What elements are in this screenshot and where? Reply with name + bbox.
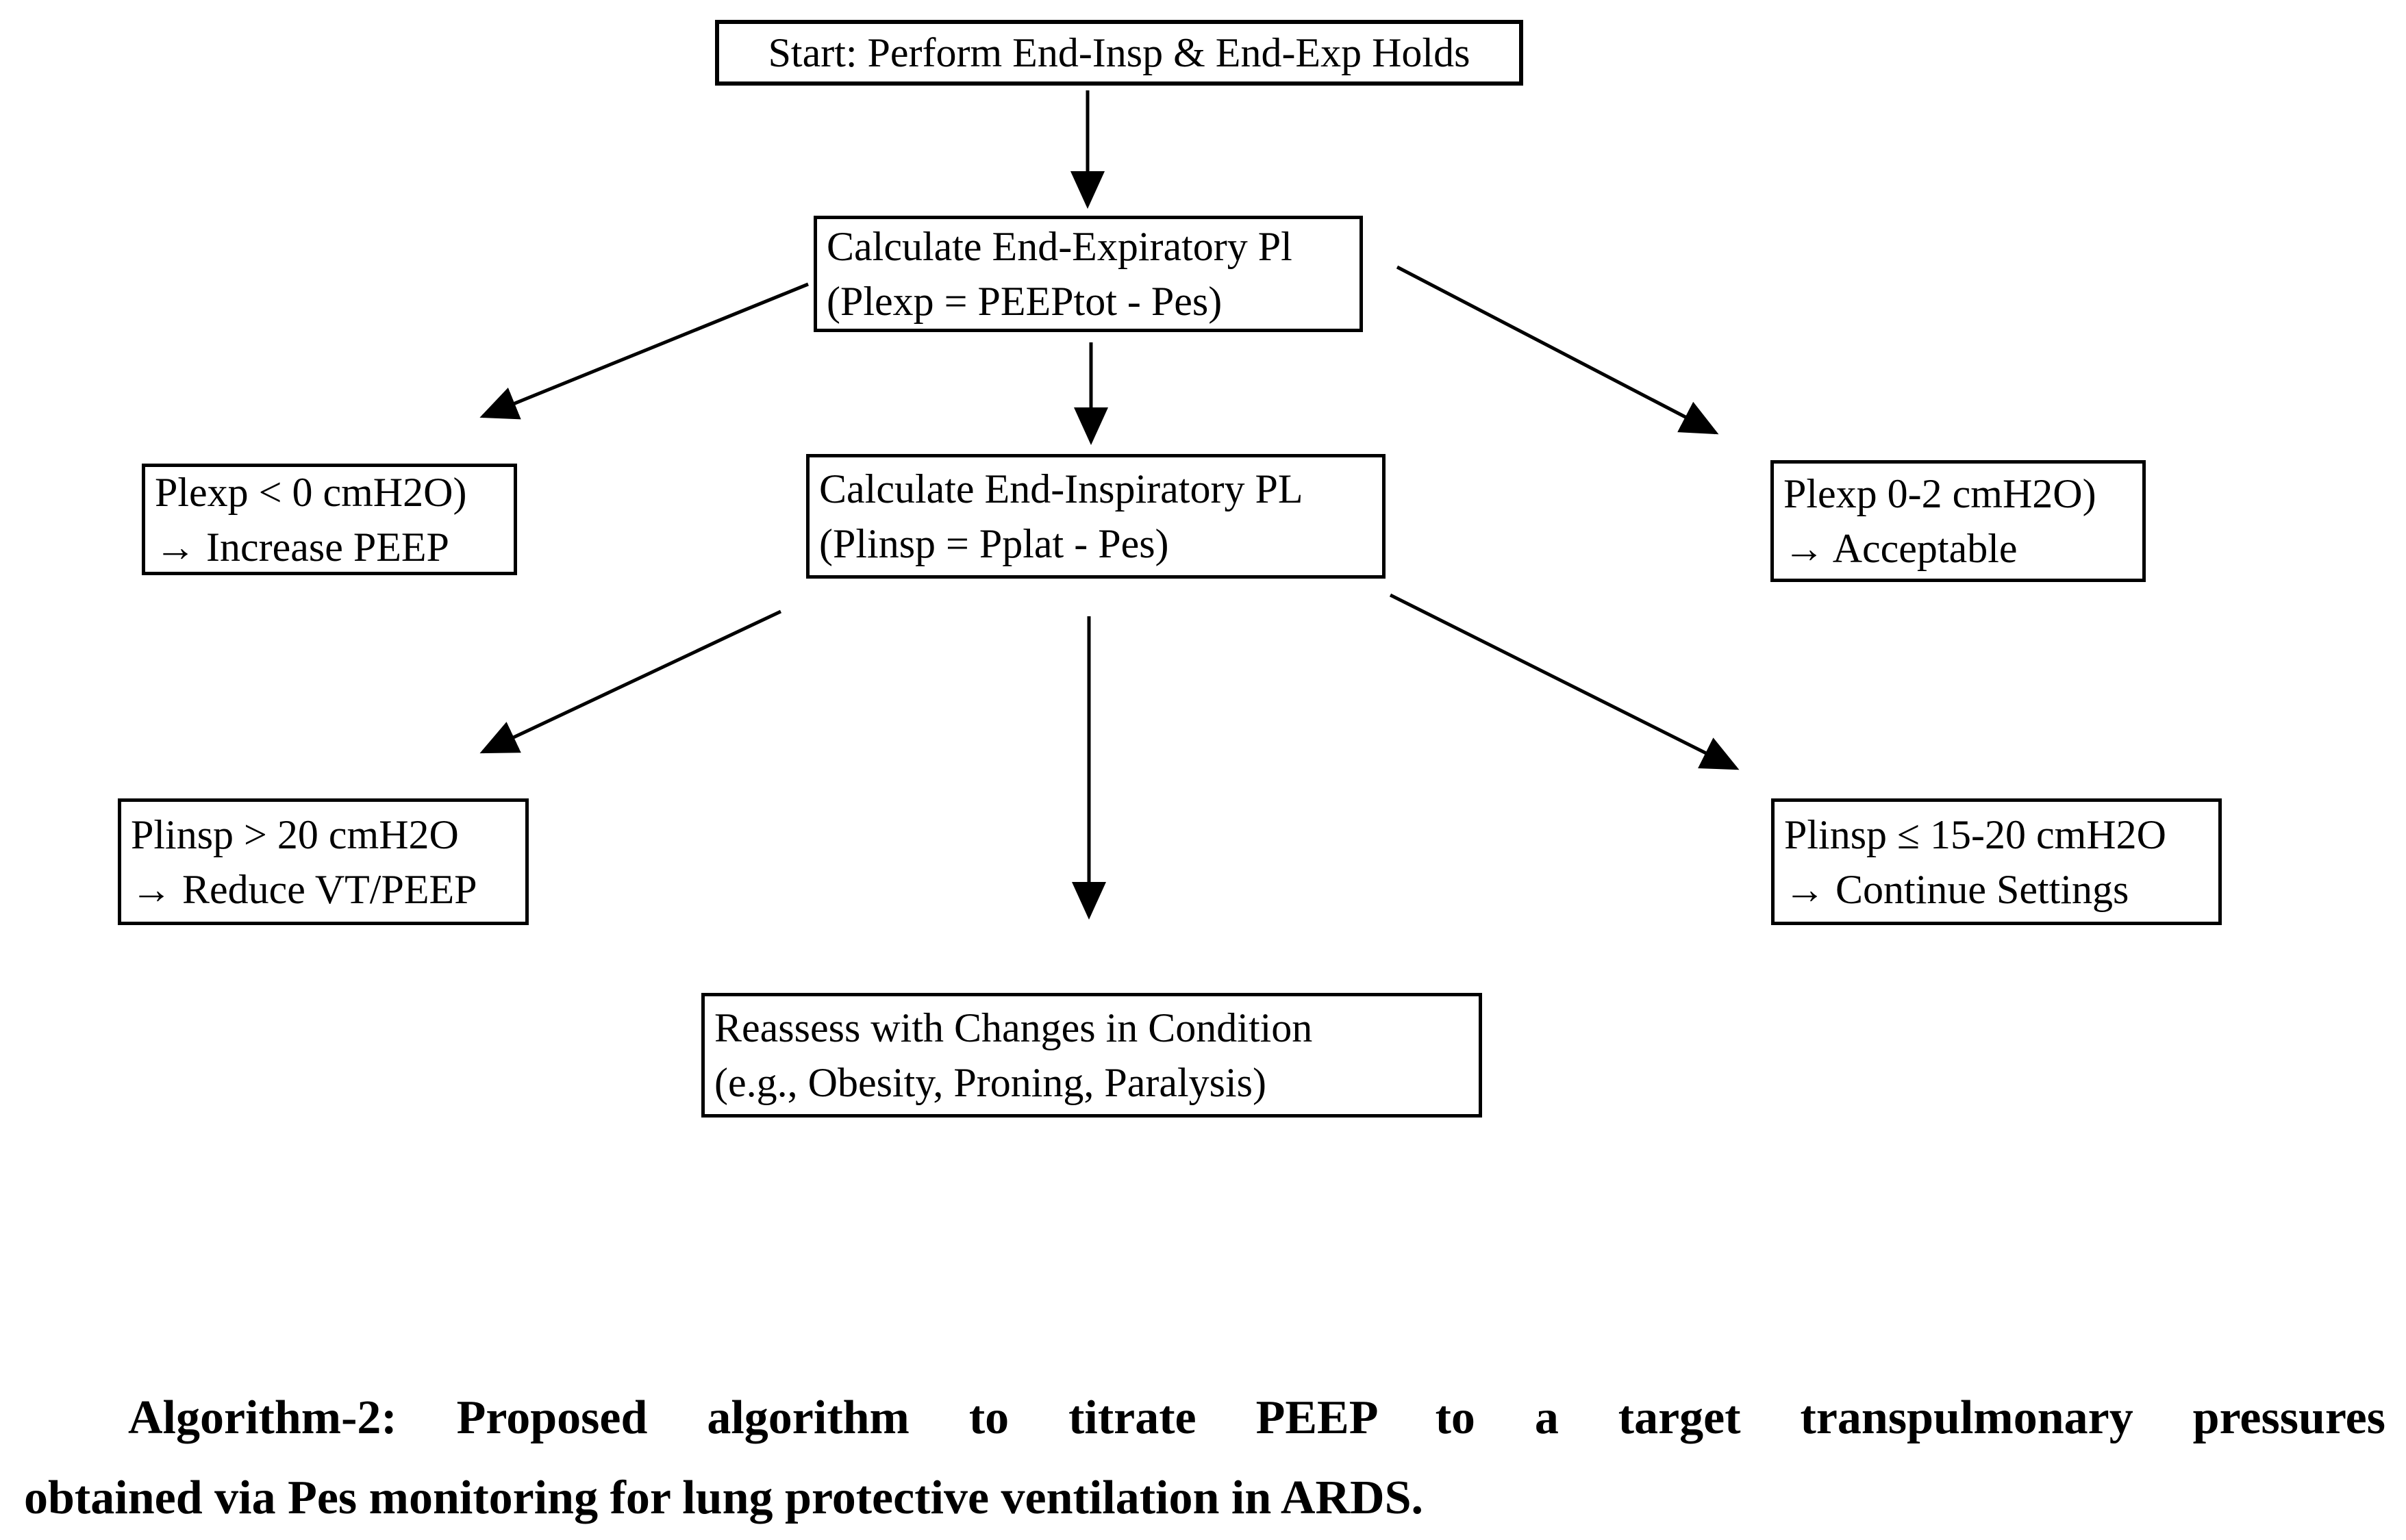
flowchart-node-plexp-low — [142, 464, 517, 575]
flowchart-node-plexp-acceptable — [1770, 460, 2146, 582]
node-reassess-line2: (e.g., Obesity, Proning, Paralysis) — [714, 1060, 1267, 1105]
flowchart-node-start — [715, 20, 1523, 86]
arrow-calc-exp-to-plexp-low — [483, 284, 808, 416]
flowchart-node-plinsp-ok — [1771, 798, 2222, 925]
figure-caption — [24, 1378, 2385, 1538]
node-calc-insp-line2: (Plinsp = Pplat - Pes) — [819, 521, 1169, 566]
node-calc-exp-line1: Calculate End-Expiratory Pl — [827, 224, 1292, 269]
node-plexp-ok-line1: Plexp 0-2 cmH2O) — [1783, 471, 2096, 516]
node-reassess-line1: Reassess with Changes in Condition — [714, 1005, 1313, 1050]
node-calc-exp-line2: (Plexp = PEEPtot - Pes) — [827, 279, 1223, 324]
flowchart-node-calc-end-inspiratory — [806, 454, 1386, 579]
node-plinsp-high-line2: → Reduce VT/PEEP — [131, 866, 477, 912]
figure-caption-line1: Algorithm-2: Proposed algorithm to titrate PEEP to a target transpulmonary pressures — [128, 1391, 2385, 1444]
node-plexp-low-line2: → Increase PEEP — [155, 524, 449, 570]
node-plexp-ok-line2: → Acceptable — [1783, 526, 2018, 571]
flowchart-node-calc-end-expiratory — [814, 216, 1363, 332]
node-plexp-low-line1: Plexp < 0 cmH2O) — [155, 469, 467, 515]
flowchart-node-reassess — [701, 993, 1482, 1118]
node-plinsp-high-line1: Plinsp > 20 cmH2O — [131, 811, 459, 857]
arrow-calc-insp-to-plinsp-high — [483, 611, 781, 752]
figure-caption-line2: obtained via Pes monitoring for lung protective ventilation in ARDS. — [24, 1472, 1424, 1524]
node-calc-insp-line1: Calculate End-Inspiratory PL — [819, 466, 1303, 512]
arrow-calc-insp-to-plinsp-ok — [1390, 595, 1736, 768]
flowchart-node-plinsp-high — [118, 798, 529, 925]
node-plinsp-ok-line1: Plinsp ≤ 15-20 cmH2O — [1784, 811, 2166, 857]
node-plinsp-ok-line2: → Continue Settings — [1784, 866, 2129, 912]
node-start-text: Start: Perform End-Insp & End-Exp Holds — [768, 30, 1470, 75]
arrow-calc-exp-to-plexp-ok — [1397, 267, 1716, 433]
